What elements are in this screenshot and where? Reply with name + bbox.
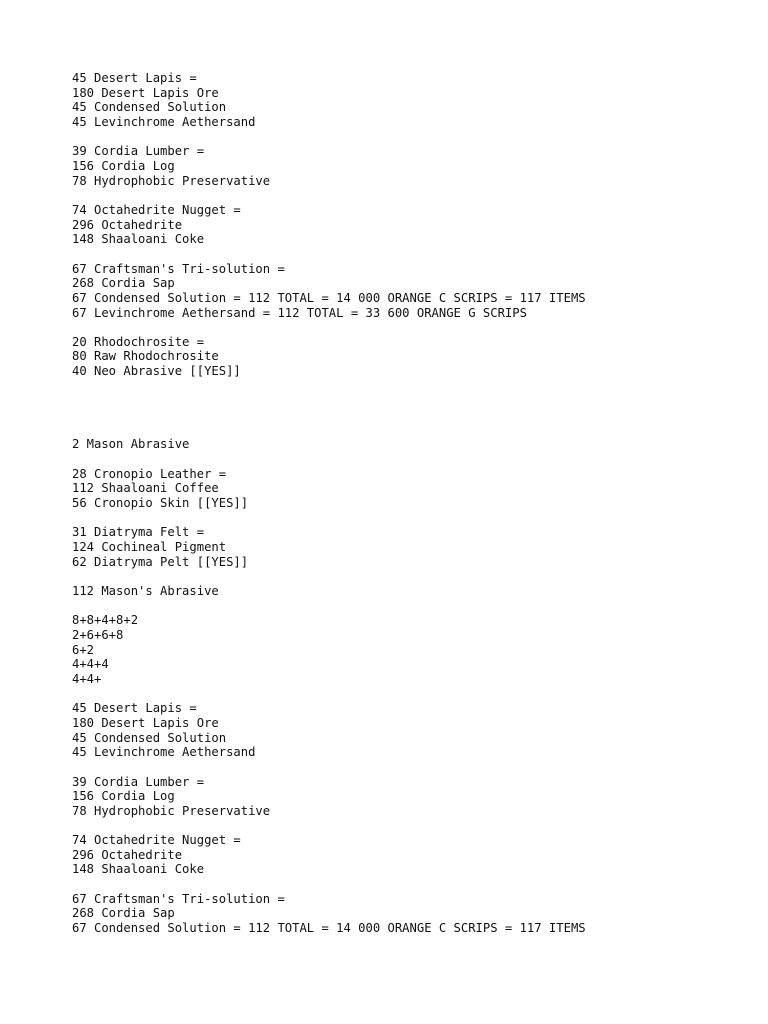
blank-line <box>72 599 752 614</box>
text-line: 112 Shaaloani Coffee <box>72 481 219 496</box>
blank-line <box>72 687 752 702</box>
text-line: 56 Cronopio Skin [[YES]] <box>72 496 249 511</box>
text-line: 45 Condensed Solution <box>72 100 227 115</box>
text-line: 45 Levinchrome Aethersand <box>72 114 256 129</box>
text-line: 39 Cordia Lumber = <box>72 774 205 789</box>
text-line: 2+6+6+8 <box>72 627 124 642</box>
blank-line <box>72 379 752 394</box>
text-line: 45 Condensed Solution <box>72 730 227 745</box>
blank-line <box>72 247 752 262</box>
text-line: 296 Octahedrite <box>72 847 183 862</box>
text-line: 4+4+4 <box>72 657 109 672</box>
text-line: 268 Cordia Sap <box>72 276 175 291</box>
text-line: 124 Cochineal Pigment <box>72 540 227 554</box>
blank-line <box>72 320 752 335</box>
text-line: 180 Desert Lapis Ore <box>72 85 219 100</box>
text-line: 45 Levinchrome Aethersand <box>72 745 256 760</box>
text-line: 31 Diatryma Felt = <box>72 525 205 540</box>
blank-line <box>72 393 752 408</box>
text-line: 2 Mason Abrasive <box>72 437 190 452</box>
text-line: 67 Craftsman's Tri-solution = <box>72 261 285 276</box>
text-line: 62 Diatryma Pelt [[YES]] <box>72 554 249 569</box>
text-line: 45 Desert Lapis = <box>72 71 197 85</box>
text-line: 40 Neo Abrasive [[YES]] <box>72 364 241 379</box>
blank-line <box>72 408 752 423</box>
blank-line <box>72 818 752 833</box>
blank-line <box>72 423 752 438</box>
blank-line <box>72 877 752 892</box>
blank-line <box>72 569 752 584</box>
text-line: 4+4+ <box>72 671 102 686</box>
text-line: 67 Craftsman's Tri-solution = <box>72 891 285 906</box>
blank-line <box>72 130 752 145</box>
text-line: 20 Rhodochrosite = <box>72 334 205 349</box>
blank-line <box>72 760 752 775</box>
document-page <box>72 71 752 936</box>
text-line: 78 Hydrophobic Preservative <box>72 173 271 188</box>
text-line: 8+8+4+8+2 <box>72 613 139 628</box>
text-line: 74 Octahedrite Nugget = <box>72 202 241 217</box>
text-line: 148 Shaaloani Coke <box>72 232 205 247</box>
text-line: 45 Desert Lapis = <box>72 701 197 716</box>
text-line: 296 Octahedrite <box>72 217 183 232</box>
text-line: 74 Octahedrite Nugget = <box>72 833 241 848</box>
text-line: 268 Cordia Sap <box>72 906 175 921</box>
text-line: 80 Raw Rhodochrosite <box>72 349 219 364</box>
text-line: 78 Hydrophobic Preservative <box>72 803 271 818</box>
blank-line <box>72 511 752 526</box>
text-line: 39 Cordia Lumber = <box>72 144 205 159</box>
text-line: 156 Cordia Log <box>72 158 175 173</box>
text-line: 180 Desert Lapis Ore <box>72 715 219 730</box>
text-line: 148 Shaaloani Coke <box>72 862 205 877</box>
text-line: 6+2 <box>72 642 95 657</box>
text-line: 156 Cordia Log <box>72 789 175 804</box>
text-line: 28 Cronopio Leather = <box>72 466 227 481</box>
blank-line <box>72 188 752 203</box>
text-line: 67 Condensed Solution = 112 TOTAL = 14 000 ORANGE C SCRIPS = 117 ITEMS <box>72 290 586 305</box>
text-line: 112 Mason's Abrasive <box>72 583 219 598</box>
blank-line <box>72 452 752 467</box>
text-line: 67 Condensed Solution = 112 TOTAL = 14 000 ORANGE C SCRIPS = 117 ITEMS <box>72 921 586 936</box>
text-line: 67 Levinchrome Aethersand = 112 TOTAL = 33 600 ORANGE G SCRIPS <box>72 305 527 320</box>
